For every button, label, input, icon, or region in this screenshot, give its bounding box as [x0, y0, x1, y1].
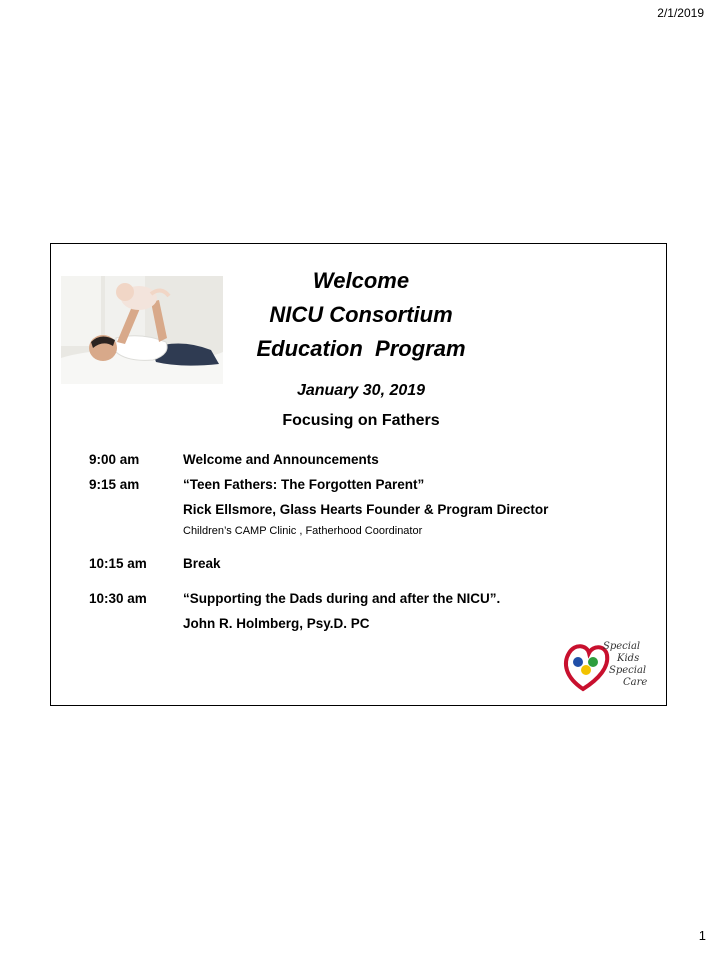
slide-frame: [50, 243, 667, 706]
speaker-name: Rick Ellsmore, Glass Hearts Founder & Program Director: [183, 502, 549, 517]
schedule-text: Break: [183, 556, 221, 571]
event-subtitle: Focusing on Fathers: [282, 412, 440, 429]
schedule-text: Welcome and Announcements: [183, 452, 379, 467]
speaker-affiliation: Children’s CAMP Clinic , Fatherhood Coordinator: [183, 525, 423, 537]
schedule-time: 9:15 am: [89, 477, 140, 492]
schedule-text: “Teen Fathers: The Forgotten Parent”: [183, 477, 425, 492]
schedule-text: “Supporting the Dads during and after the NICU”.: [183, 591, 501, 606]
schedule-time: 10:15 am: [89, 556, 147, 571]
title-line-program: Education Program: [256, 336, 466, 361]
special-kids-special-care-logo: [561, 639, 653, 695]
logo-word: Care: [623, 677, 648, 688]
schedule-time: 10:30 am: [89, 591, 147, 606]
title-line-nicu: NICU Consortium: [269, 302, 453, 327]
page-number: 1: [698, 928, 706, 943]
print-date: 2/1/2019: [657, 6, 704, 20]
event-date: January 30, 2019: [296, 382, 426, 399]
logo-word: Special: [609, 665, 647, 676]
logo-word: Kids: [617, 653, 640, 664]
speaker-name: John R. Holmberg, Psy.D. PC: [183, 616, 370, 631]
title-line-welcome: Welcome: [312, 268, 410, 293]
schedule-time: 9:00 am: [89, 452, 140, 467]
logo-word: Special: [603, 641, 641, 652]
slide-title: [171, 264, 551, 366]
